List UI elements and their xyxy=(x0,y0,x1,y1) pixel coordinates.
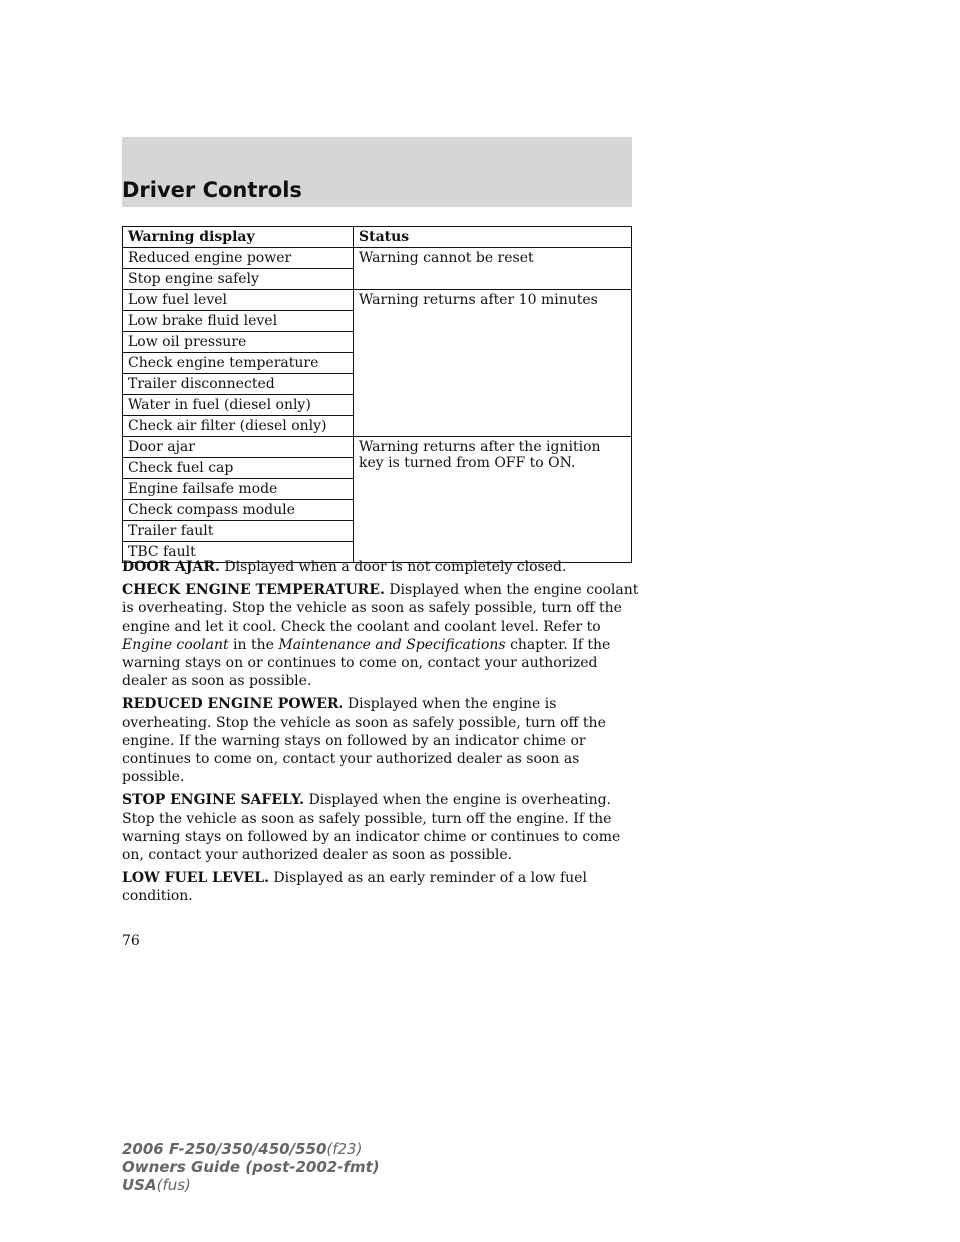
paragraph-stop-engine-safely xyxy=(122,791,642,864)
warning-cell: Check air filter (diesel only) xyxy=(123,416,354,437)
cross-reference: Maintenance and Specifications xyxy=(278,636,506,653)
cross-reference: Engine coolant xyxy=(122,636,229,653)
warning-cell: Check fuel cap xyxy=(123,458,354,479)
warning-cell: Door ajar xyxy=(123,437,354,458)
paragraph-low-fuel-level xyxy=(122,869,642,905)
column-header: Status xyxy=(354,227,632,248)
footer-code: (f23) xyxy=(326,1140,363,1158)
warning-cell: TBC fault xyxy=(123,542,354,563)
paragraph-heading: DOOR AJAR. xyxy=(122,559,220,575)
paragraph-check-engine-temperature xyxy=(122,581,642,690)
paragraph-text: Displayed when the engine is overheating. Stop the vehicle as soon as safely possible, turn off the engine. If the warning stays on followed by an indicator chime or continues to come on, contact your authorized dealer as soon as possible. xyxy=(122,792,621,864)
table-row xyxy=(123,290,632,311)
status-cell: Warning returns after the ignition key is turned from OFF to ON. xyxy=(354,437,632,563)
page-number: 76 xyxy=(122,933,140,949)
column-header: Warning display xyxy=(123,227,354,248)
footer-model: 2006 F-250/350/450/550 xyxy=(122,1140,327,1158)
table-header-row xyxy=(123,227,632,248)
document-footer xyxy=(122,1140,380,1194)
paragraph-text: chapter. If the warning stays on or continues to come on, contact your authorized dealer as soon as possible. xyxy=(122,636,611,690)
table-row xyxy=(123,437,632,458)
warning-cell: Check engine temperature xyxy=(123,353,354,374)
warning-cell: Trailer disconnected xyxy=(123,374,354,395)
warning-cell: Check compass module xyxy=(123,500,354,521)
status-cell: Warning returns after 10 minutes xyxy=(354,290,632,437)
footer-guide: Owners Guide (post-2002-fmt) xyxy=(122,1158,380,1176)
paragraph-reduced-engine-power xyxy=(122,695,642,786)
paragraph-heading: STOP ENGINE SAFELY. xyxy=(122,792,305,809)
warning-cell: Low oil pressure xyxy=(123,332,354,353)
paragraph-text: Displayed when a door is not completely closed. xyxy=(224,559,567,575)
page-title: Driver Controls xyxy=(122,178,302,202)
warning-cell: Stop engine safely xyxy=(123,269,354,290)
table-row xyxy=(123,248,632,269)
paragraph-text: Displayed when the engine coolant is overheating. Stop the vehicle as soon as safely possible, turn off the engine and let it cool. Check the coolant and coolant level. Refer to xyxy=(122,582,639,635)
warning-table xyxy=(122,226,632,563)
warning-cell: Reduced engine power xyxy=(123,248,354,269)
paragraph-text: in the xyxy=(233,636,274,653)
warning-cell: Engine failsafe mode xyxy=(123,479,354,500)
paragraph-heading: LOW FUEL LEVEL. xyxy=(122,870,269,887)
paragraph-heading: CHECK ENGINE TEMPERATURE. xyxy=(122,582,385,599)
paragraph-text: Displayed when the engine is overheating. Stop the vehicle as soon as safely possible, turn off the engine. If the warning stays on followed by an indicator chime or continues to come on, contact your authorized dealer as soon as possible. xyxy=(122,696,606,786)
warning-cell: Low fuel level xyxy=(123,290,354,311)
warning-cell: Low brake fluid level xyxy=(123,311,354,332)
paragraph-door-ajar xyxy=(122,558,642,576)
paragraph-text: Displayed as an early reminder of a low fuel condition. xyxy=(122,870,587,905)
warning-cell: Trailer fault xyxy=(123,521,354,542)
footer-market: USA xyxy=(122,1176,157,1194)
warning-cell: Water in fuel (diesel only) xyxy=(123,395,354,416)
footer-line xyxy=(122,1176,380,1194)
footer-market-code: (fus) xyxy=(156,1176,191,1194)
body-text xyxy=(122,558,642,911)
paragraph-heading: REDUCED ENGINE POWER. xyxy=(122,696,344,713)
footer-line xyxy=(122,1140,380,1158)
status-cell: Warning cannot be reset xyxy=(354,248,632,290)
